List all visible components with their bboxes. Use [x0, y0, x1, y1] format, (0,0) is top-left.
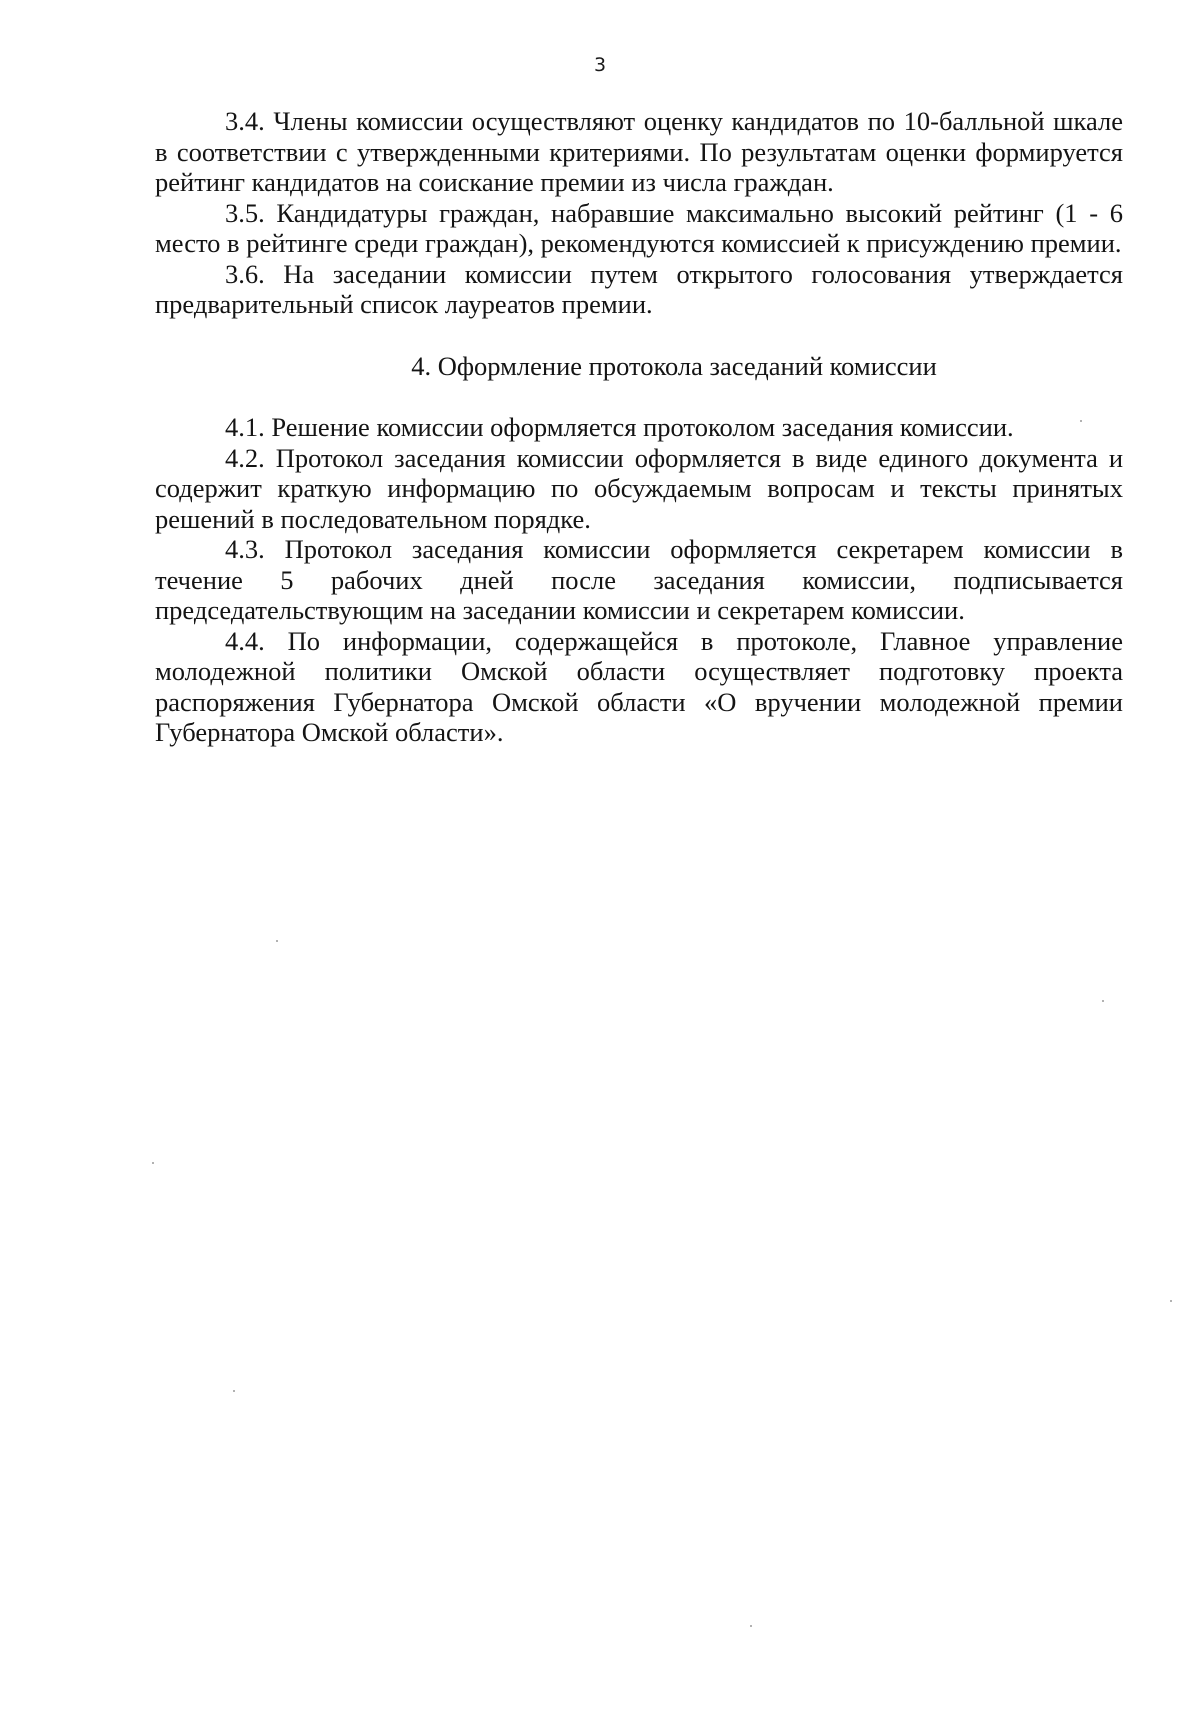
paragraph-4-1: 4.1. Решение комиссии оформляется протоколом заседания комиссии.: [225, 412, 1014, 442]
section-4: [155, 412, 1123, 748]
page-number: 3: [593, 54, 607, 76]
section-3-continuation: [155, 106, 1123, 320]
paragraph-3-6: 3.6. На заседании комиссии путем открытого голосования утверждается предварительный список лауреатов премии.: [155, 258, 1123, 319]
scan-speck: [1080, 420, 1082, 422]
scan-speck: [1170, 1300, 1172, 1302]
document-body: [155, 106, 1123, 748]
paragraph-4-4: 4.4. По информации, содержащейся в протоколе, Главное управление молодежной политики Омской области осуществляет подготовку проекта распоряжения Губернатора Омской области «О вручении молодежной премии Губернатора Омской области».: [155, 625, 1123, 747]
scan-speck: [750, 1625, 752, 1627]
paragraph-3-5: 3.5. Кандидатуры граждан, набравшие максимально высокий рейтинг (1 - 6 место в рейтинге среди граждан), рекомендуются комиссией к присуждению премии.: [155, 197, 1123, 258]
scan-speck: [276, 940, 278, 942]
scan-speck: [233, 1390, 235, 1392]
paragraph-4-3: 4.3. Протокол заседания комиссии оформляется секретарем комиссии в течение 5 рабочих дней после заседания комиссии, подписывается председательствующим на заседании комиссии и секретарем комиссии.: [155, 534, 1123, 625]
paragraph-4-2: 4.2. Протокол заседания комиссии оформляется в виде единого документа и содержит краткую информацию по обсуждаемым вопросам и тексты принятых решений в последовательном порядке.: [155, 442, 1123, 534]
scan-speck: [152, 1162, 154, 1164]
paragraph-3-4: 3.4. Члены комиссии осуществляют оценку кандидатов по 10-балльной шкале в соответствии с утвержденными критериями. По результатам оценки формируется рейтинг кандидатов на соискание премии из числа граждан.: [155, 106, 1123, 197]
section-4-heading: 4. Оформление протокола заседаний комиссии: [411, 350, 937, 381]
scan-speck: [1102, 1000, 1104, 1002]
